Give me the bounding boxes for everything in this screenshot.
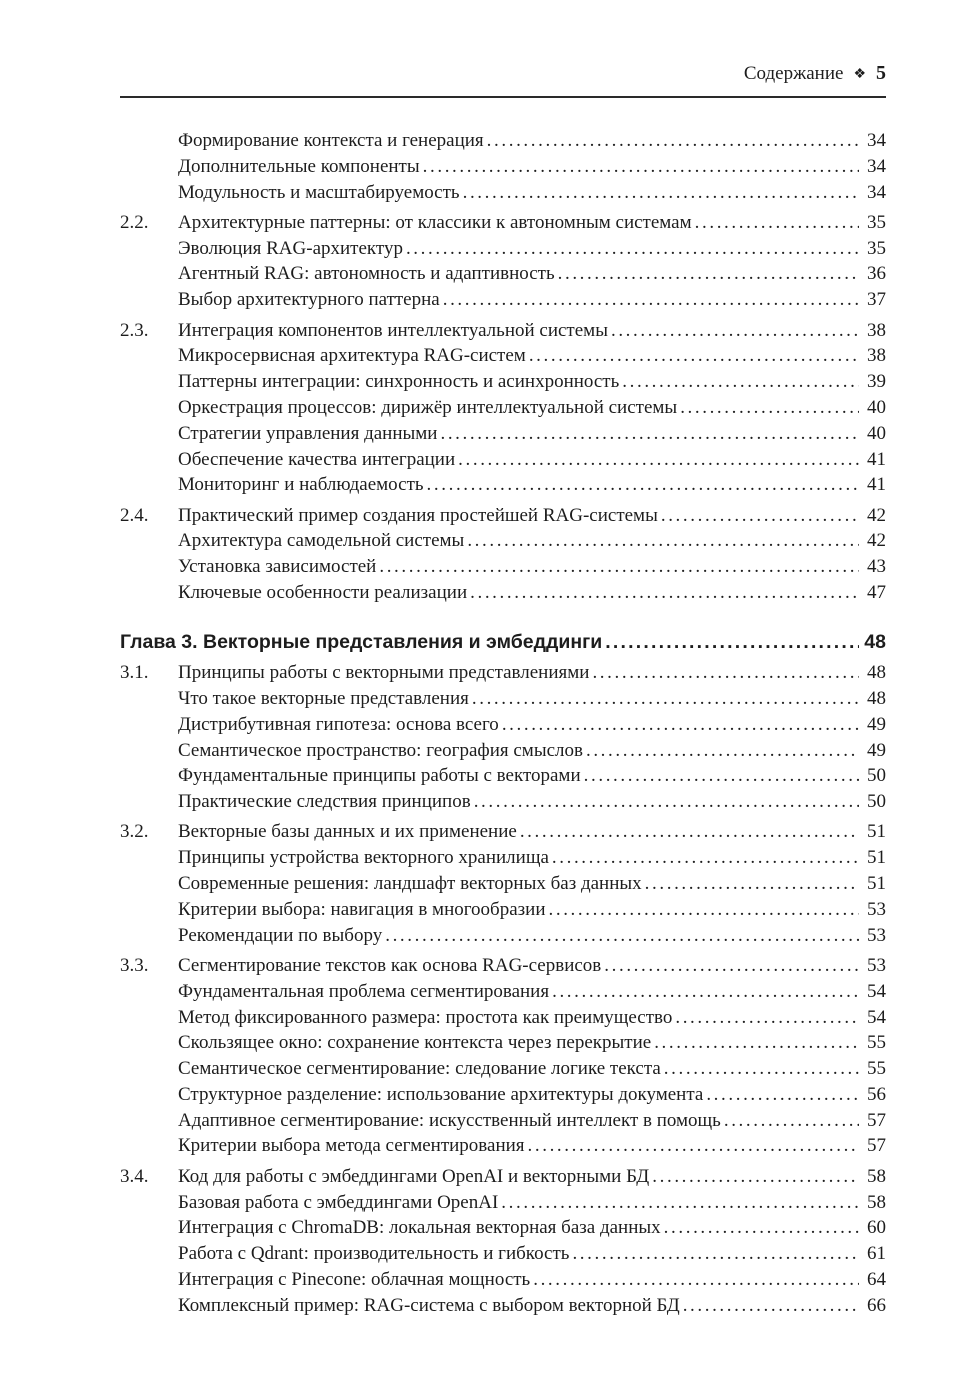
toc-entry-page: 57 (867, 1135, 886, 1157)
toc-entry-title: Адаптивное сегментирование: искусственный интеллект в помощь (178, 1109, 721, 1131)
toc-entry-title: Глава 3. Векторные представления и эмбеддинги (120, 630, 603, 653)
toc-entry (120, 686, 886, 712)
toc-entry (120, 343, 886, 369)
dot-leader (549, 897, 860, 923)
toc-entry (120, 1005, 886, 1031)
toc-entry-title: Архитектура самодельной системы (178, 530, 465, 552)
toc-entry-title: Модульность и масштабируемость (178, 181, 460, 203)
dot-leader (605, 630, 859, 656)
dot-leader (520, 819, 859, 845)
dot-leader (463, 180, 859, 206)
toc-entry (120, 528, 886, 554)
toc-entry-title: Семантическое сегментирование: следование логике текста (178, 1058, 661, 1080)
toc-entry-page: 40 (867, 422, 886, 444)
toc-entry-title: Семантическое пространство: география смыслов (178, 739, 583, 761)
toc-entry-page: 34 (867, 181, 886, 203)
dot-leader (385, 923, 859, 949)
toc-entry (120, 979, 886, 1005)
toc-entry-number: 2.4. (120, 504, 149, 526)
toc-entry-page: 48 (867, 662, 886, 684)
dot-leader (474, 789, 859, 815)
toc-entry (120, 630, 886, 656)
toc-entry-page: 61 (867, 1243, 886, 1265)
toc-entry-title: Современные решения: ландшафт векторных баз данных (178, 873, 642, 895)
toc-entry-title: Микросервисная архитектура RAG-систем (178, 345, 526, 367)
dot-leader (487, 128, 859, 154)
toc-entry (120, 1293, 886, 1319)
header-section-label: Содержание (743, 63, 844, 84)
toc-entry-title: Работа с Qdrant: производительность и гибкость (178, 1243, 570, 1265)
toc-entry-page: 42 (867, 504, 886, 526)
dot-leader (458, 447, 859, 473)
toc-entry (120, 261, 886, 287)
toc-list (120, 128, 886, 1319)
toc-entry (120, 472, 886, 498)
dot-leader (675, 1005, 859, 1031)
toc-entry-title: Оркестрация процессов: дирижёр интеллектуальной системы (178, 396, 678, 418)
toc-entry-page: 39 (867, 371, 886, 393)
toc-entry-page: 54 (867, 980, 886, 1002)
toc-entry-page: 57 (867, 1109, 886, 1131)
toc-entry (120, 1082, 886, 1108)
toc-entry (120, 1215, 886, 1241)
toc-entry (120, 712, 886, 738)
toc-entry-title: Эволюция RAG-архитектур (178, 237, 403, 259)
toc-entry (120, 660, 886, 686)
toc-entry-title: Структурное разделение: использование архитектуры документа (178, 1083, 704, 1105)
dot-leader (654, 1030, 859, 1056)
toc-entry-title: Фундаментальная проблема сегментирования (178, 980, 550, 1002)
toc-entry (120, 128, 886, 154)
toc-entry-title: Дистрибутивная гипотеза: основа всего (178, 713, 499, 735)
toc-entry-page: 53 (867, 898, 886, 920)
toc-entry (120, 395, 886, 421)
toc-entry-title: Скользящее окно: сохранение контекста через перекрытие (178, 1032, 652, 1054)
toc-entry-page: 49 (867, 713, 886, 735)
toc-entry-page: 36 (867, 263, 886, 285)
toc-entry (120, 789, 886, 815)
toc-entry-title: Мониторинг и наблюдаемость (178, 474, 424, 496)
toc-entry (120, 554, 886, 580)
toc-entry-page: 34 (867, 130, 886, 151)
toc-entry-number: 3.1. (120, 662, 149, 684)
toc-entry (120, 845, 886, 871)
toc-entry-title: Интеграция с ChromaDB: локальная векторная база данных (178, 1217, 661, 1239)
toc-entry-page: 48 (867, 687, 886, 709)
toc-entry-title: Критерии выбора метода сегментирования (178, 1135, 525, 1157)
toc-entry-title: Базовая работа с эмбеддингами OpenAI (178, 1191, 499, 1213)
toc-entry (120, 923, 886, 949)
dot-leader (592, 660, 859, 686)
dot-leader (501, 1190, 859, 1216)
dot-leader (379, 554, 859, 580)
toc-entry (120, 503, 886, 529)
toc-entry-page: 55 (867, 1058, 886, 1080)
toc-entry-title: Сегментирование текстов как основа RAG-сервисов (178, 954, 602, 976)
toc-entry-page: 56 (867, 1083, 886, 1105)
toc-entry-page: 40 (867, 396, 886, 418)
toc-entry-title: Рекомендации по выбору (178, 924, 383, 946)
toc-entry-page: 41 (867, 474, 886, 496)
toc-entry-number: 2.3. (120, 319, 149, 341)
toc-entry (120, 819, 886, 845)
header-page-number: 5 (876, 62, 886, 84)
toc-entry-title: Формирование контекста и генерация (178, 130, 484, 151)
toc-entry (120, 180, 886, 206)
dot-leader (611, 318, 859, 344)
toc-entry-number: 2.2. (120, 211, 149, 233)
dot-leader (427, 472, 859, 498)
toc-entry (120, 953, 886, 979)
toc-entry (120, 318, 886, 344)
toc-entry-page: 49 (867, 739, 886, 761)
dot-leader (695, 210, 859, 236)
toc-entry-page: 53 (867, 924, 886, 946)
toc-entry (120, 1030, 886, 1056)
toc-entry-page: 51 (867, 847, 886, 869)
toc-entry-page: 64 (867, 1268, 886, 1290)
toc-entry (120, 1133, 886, 1159)
toc-entry-title: Стратегии управления данными (178, 422, 438, 444)
toc-entry-page: 50 (867, 791, 886, 813)
toc-entry (120, 1190, 886, 1216)
dot-leader (470, 580, 859, 606)
dot-leader (529, 343, 859, 369)
toc-entry-title: Метод фиксированного размера: простота как преимущество (178, 1006, 673, 1028)
toc-entry-page: 34 (867, 155, 886, 177)
toc-entry-title: Код для работы с эмбеддингами OpenAI и векторными БД (178, 1165, 650, 1187)
toc-entry-title: Принципы устройства векторного хранилища (178, 847, 549, 869)
dot-leader (558, 261, 859, 287)
toc-entry-title: Ключевые особенности реализации (178, 582, 468, 604)
toc-entry (120, 871, 886, 897)
toc-entry (120, 236, 886, 262)
dot-leader (645, 871, 859, 897)
dot-leader (706, 1082, 859, 1108)
dot-leader (467, 528, 859, 554)
header-rule (120, 96, 886, 98)
toc-entry-page: 54 (867, 1006, 886, 1028)
dot-leader (622, 369, 859, 395)
toc-entry (120, 897, 886, 923)
dot-leader (664, 1215, 859, 1241)
toc-entry-page: 66 (867, 1294, 886, 1316)
dot-leader (652, 1164, 859, 1190)
dot-leader (584, 763, 859, 789)
dot-leader (440, 421, 859, 447)
toc-entry (120, 369, 886, 395)
toc-entry-title: Практические следствия принципов (178, 791, 471, 813)
toc-entry-title: Интеграция компонентов интеллектуальной системы (178, 319, 608, 341)
toc-entry (120, 738, 886, 764)
toc-entry-title: Принципы работы с векторными представлениями (178, 662, 590, 684)
toc-entry-page: 58 (867, 1191, 886, 1213)
toc-entry-page: 51 (867, 873, 886, 895)
dot-leader (586, 738, 859, 764)
toc-entry-title: Архитектурные паттерны: от классики к автономным системам (178, 211, 692, 233)
dot-leader (664, 1056, 859, 1082)
toc-entry-number: 3.3. (120, 954, 149, 976)
toc-entry-title: Комплексный пример: RAG-система с выбором векторной БД (178, 1294, 680, 1316)
toc-entry-title: Обеспечение качества интеграции (178, 448, 456, 470)
toc-entry (120, 1164, 886, 1190)
dot-leader (528, 1133, 859, 1159)
dot-leader (533, 1267, 859, 1293)
toc-entry-page: 60 (867, 1217, 886, 1239)
dot-leader (604, 953, 859, 979)
toc-entry-title: Критерии выбора: навигация в многообразии (178, 898, 546, 920)
toc-entry-title: Установка зависимостей (178, 556, 377, 578)
toc-entry-title: Паттерны интеграции: синхронность и асинхронность (178, 371, 620, 393)
toc-entry (120, 1108, 886, 1134)
dot-leader (680, 395, 859, 421)
toc-entry (120, 580, 886, 606)
toc-entry-title: Фундаментальные принципы работы с векторами (178, 765, 581, 787)
toc-entry-page: 35 (867, 211, 886, 233)
toc-entry-title: Практический пример создания простейшей RAG-системы (178, 504, 658, 526)
toc-entry-number: 3.2. (120, 821, 149, 843)
toc-entry-title: Векторные базы данных и их применение (178, 821, 517, 843)
toc-entry-page: 51 (867, 821, 886, 843)
toc-entry (120, 1267, 886, 1293)
toc-entry (120, 1056, 886, 1082)
dot-leader (472, 686, 859, 712)
toc-entry (120, 763, 886, 789)
toc-entry-page: 37 (867, 289, 886, 311)
toc-entry-page: 48 (864, 630, 886, 653)
dot-leader (724, 1108, 859, 1134)
toc-entry (120, 210, 886, 236)
dot-leader (552, 979, 859, 1005)
toc-entry (120, 1241, 886, 1267)
toc-entry-page: 42 (867, 530, 886, 552)
toc-entry-page: 50 (867, 765, 886, 787)
toc-entry-title: Что такое векторные представления (178, 687, 469, 709)
toc-entry-title: Выбор архитектурного паттерна (178, 289, 440, 311)
toc-entry (120, 287, 886, 313)
dot-leader (406, 236, 859, 262)
dot-leader (502, 712, 859, 738)
toc-entry-page: 38 (867, 319, 886, 341)
toc-entry-title: Дополнительные компоненты (178, 155, 420, 177)
dot-leader (552, 845, 859, 871)
page-header (120, 62, 886, 87)
toc-entry-number: 3.4. (120, 1165, 149, 1187)
dot-leader (443, 287, 859, 313)
dot-leader (683, 1293, 859, 1319)
dot-leader (661, 503, 859, 529)
dot-leader (423, 154, 859, 180)
toc-entry-page: 43 (867, 556, 886, 578)
toc-entry-page: 53 (867, 954, 886, 976)
toc-entry-page: 55 (867, 1032, 886, 1054)
toc-entry (120, 154, 886, 180)
toc-entry-page: 38 (867, 345, 886, 367)
toc-entry (120, 447, 886, 473)
diamond-ornament-icon: ❖ (853, 67, 866, 82)
toc-entry-page: 58 (867, 1165, 886, 1187)
toc-entry-title: Агентный RAG: автономность и адаптивность (178, 263, 555, 285)
toc-entry-title: Интеграция с Pinecone: облачная мощность (178, 1268, 531, 1290)
toc-entry (120, 421, 886, 447)
toc-entry-page: 47 (867, 582, 886, 604)
toc-entry-page: 41 (867, 448, 886, 470)
toc-entry-page: 35 (867, 237, 886, 259)
dot-leader (572, 1241, 859, 1267)
